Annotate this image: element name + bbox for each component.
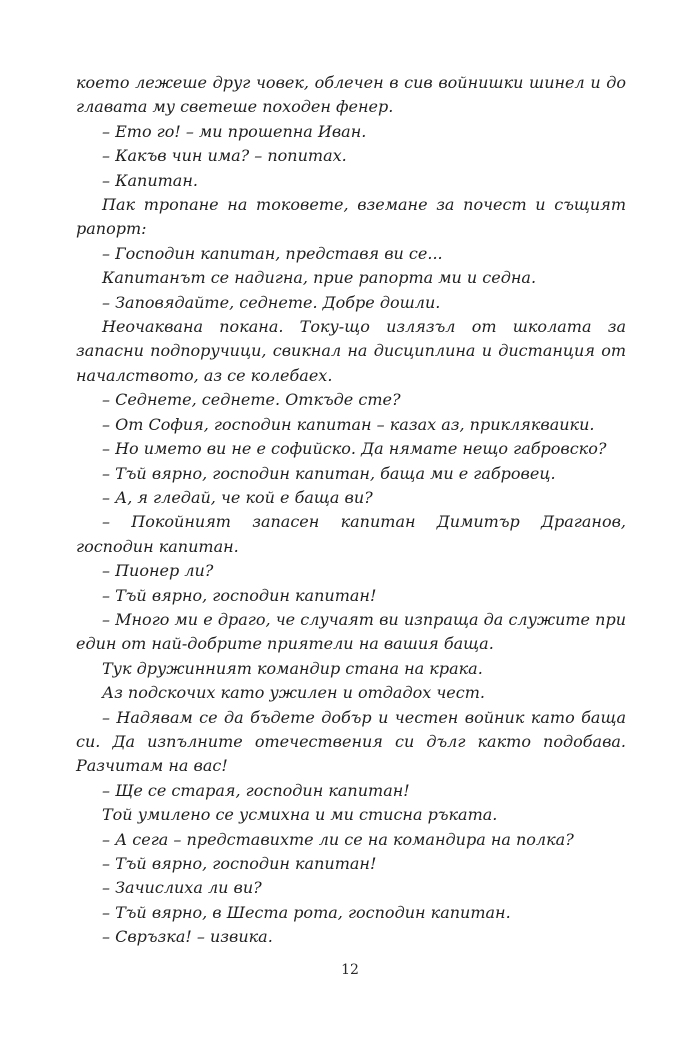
paragraph: – Надявам се да бъдете добър и честен войник като баща си. Да изпълните отечествения си дълг както подобава. Разчитам на вас! <box>76 707 626 776</box>
paragraph: Аз подскочих като ужилен и отдадох чест. <box>102 683 485 703</box>
paragraph: – А, я гледай, че кой е баща ви? <box>102 487 373 507</box>
paragraph: – Ще се старая, господин капитан! <box>102 780 410 800</box>
paragraph: – Тъй вярно, в Шеста рота, господин капитан. <box>102 902 511 922</box>
paragraph: Тук дружинният командир стана на крака. <box>102 658 483 678</box>
paragraph: – Господин капитан, представя ви се... <box>102 243 443 263</box>
paragraph: Неочаквана покана. Току-що излязъл от школата за запасни подпоручици, свикнал на дисциплина и дистанция от началството, аз се колебаех. <box>76 317 626 385</box>
paragraph: – Какъв чин има? – попитах. <box>102 146 347 166</box>
paragraph: – Седнете, седнете. Откъде сте? <box>102 390 401 410</box>
paragraph: – Но името ви не е софийско. Да нямате нещо габровско? <box>102 439 607 459</box>
paragraph: – А сега – представихте ли се на командира на полка? <box>102 829 574 849</box>
paragraph: Той умилено се усмихна и ми стисна ръката. <box>102 805 498 825</box>
paragraph: – Тъй вярно, господин капитан! <box>102 585 377 605</box>
paragraph: – Зачислиха ли ви? <box>102 878 262 898</box>
paragraph: – Покойният запасен капитан Димитър Драганов, господин капитан. <box>76 512 626 556</box>
page-number: 12 <box>341 962 359 978</box>
paragraph: – Заповядайте, седнете. Добре дошли. <box>102 292 441 312</box>
paragraph: – Капитан. <box>102 170 198 190</box>
paragraph: – Много ми е драго, че случаят ви изпраща да служите при един от най-добрите приятели на вашия баща. <box>76 609 626 654</box>
paragraph: Капитанът се надигна, прие рапорта ми и седна. <box>102 268 537 288</box>
paragraph: – Тъй вярно, господин капитан, баща ми е габровец. <box>102 463 556 483</box>
paragraph: което лежеше друг човек, облечен в сив войнишки шинел и до главата му светеше походен фенер. <box>76 73 626 117</box>
paragraph: – Пионер ли? <box>102 561 214 581</box>
body-text <box>76 71 626 950</box>
paragraph: – Свръзка! – извика. <box>102 927 273 947</box>
paragraph: – Тъй вярно, господин капитан! <box>102 854 377 873</box>
paragraph: Пак тропане на токовете, вземане за почест и същият рапорт: <box>76 195 626 239</box>
paragraph: – Ето го! – ми прошепна Иван. <box>102 121 367 141</box>
paragraph: – От София, господин капитан – казах аз, приклякваики. <box>102 414 595 434</box>
